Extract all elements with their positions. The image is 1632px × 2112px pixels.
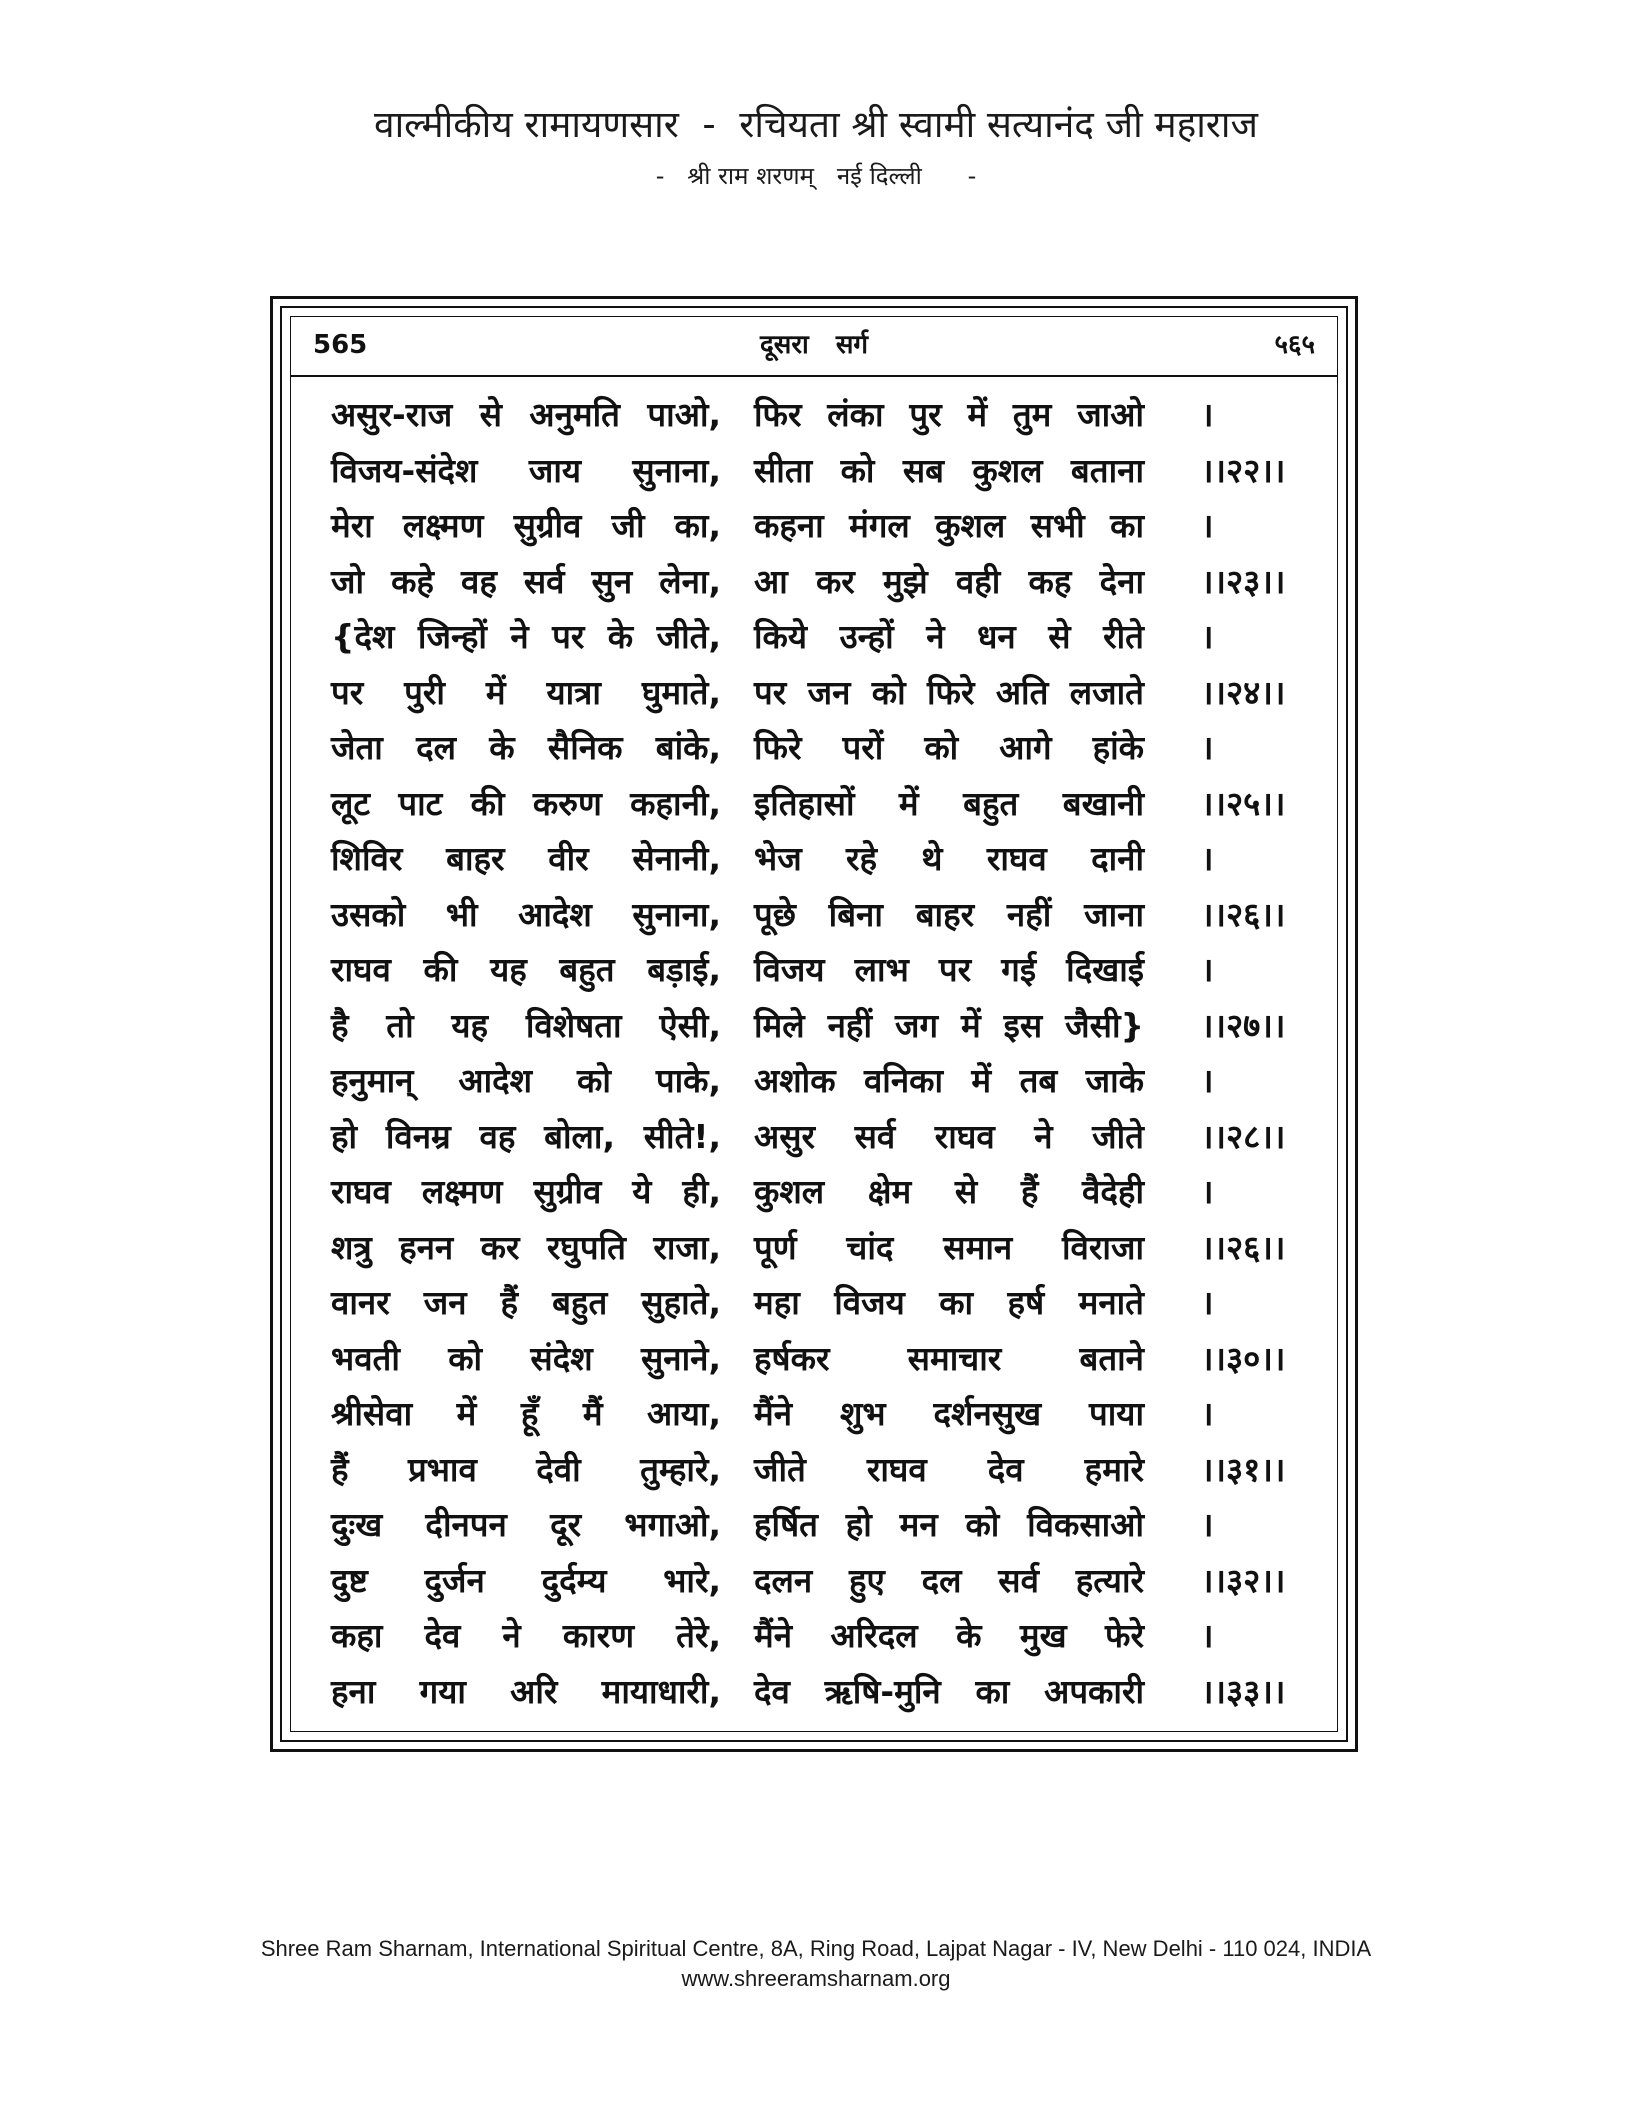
- verse-row: [291, 1053, 1337, 1109]
- verse-mark: ।।२३।।: [1201, 561, 1286, 601]
- verse-mark: ।: [1201, 617, 1214, 656]
- verse-second-half: भेज रहे थे राघव दानी: [754, 839, 1144, 878]
- footer-address: Shree Ram Sharnam, International Spiritual Centre, 8A, Ring Road, Lajpat Nagar - IV, New Delhi - 110 024, INDIA: [260, 1936, 1372, 1961]
- verse-second-half: किये उन्हों ने धन से रीते: [754, 617, 1144, 656]
- verse-mark: ।।२६।।: [1201, 1227, 1286, 1267]
- verse-second-half: हर्षित हो मन को विकसाओ: [754, 1505, 1144, 1544]
- verse-row: [291, 831, 1337, 887]
- verse-row: [291, 887, 1337, 943]
- verse-mark: ।।३०।।: [1201, 1338, 1286, 1378]
- verse-second-half: पूछे बिना बाहर नहीं जाना: [754, 894, 1144, 934]
- verse-row: [291, 1386, 1337, 1442]
- verse-mark: ।।२४।।: [1201, 672, 1286, 712]
- verse-first-half: हनुमान् आदेश को पाके,: [331, 1061, 721, 1100]
- document-title: वाल्मीकीय रामायणसार - रचियता श्री स्वामी सत्यानंद जी महाराज: [374, 103, 1258, 146]
- verse-second-half: पर जन को फिरे अति लजाते: [754, 672, 1144, 712]
- verse-mark: ।: [1201, 1616, 1214, 1655]
- page-frame-inner: [290, 316, 1338, 1732]
- verse-second-half: दलन हुए दल सर्व हत्यारे: [754, 1560, 1144, 1600]
- verse-row: [291, 1331, 1337, 1387]
- verse-row: [291, 1442, 1337, 1498]
- verse-row: [291, 1608, 1337, 1664]
- verse-second-half: सीता को सब कुशल बताना: [754, 450, 1144, 490]
- verse-second-half: पूर्ण चांद समान विराजा: [754, 1227, 1144, 1267]
- verse-row: [291, 1109, 1337, 1165]
- verse-mark: ।।२५।।: [1201, 783, 1286, 823]
- verse-first-half: हना गया अरि मायाधारी,: [331, 1671, 721, 1711]
- verse-first-half: शत्रु हनन कर रघुपति राजा,: [331, 1227, 721, 1267]
- verse-row: [291, 387, 1337, 443]
- verse-first-half: दुष्ट दुर्जन दुर्दम्य भारे,: [331, 1560, 721, 1600]
- verse-mark: ।: [1201, 950, 1214, 989]
- verse-first-half: जेता दल के सैनिक बांके,: [331, 728, 721, 767]
- verse-first-half: वानर जन हैं बहुत सुहाते,: [331, 1283, 721, 1322]
- verse-first-half: लूट पाट की करुण कहानी,: [331, 783, 721, 823]
- verse-mark: ।।२६।।: [1201, 894, 1286, 934]
- verse-row: [291, 498, 1337, 554]
- footer-website: www.shreeramsharnam.org: [681, 1966, 951, 1991]
- verse-row: [291, 998, 1337, 1054]
- verse-first-half: शिविर बाहर वीर सेनानी,: [331, 839, 721, 878]
- verse-first-half: है तो यह विशेषता ऐसी,: [331, 1005, 721, 1045]
- verse-first-half: मेरा लक्ष्मण सुग्रीव जी का,: [331, 506, 721, 545]
- verse-second-half: फिरे परों को आगे हांके: [754, 728, 1144, 767]
- verse-second-half: मैंने शुभ दर्शनसुख पाया: [754, 1394, 1144, 1433]
- verse-second-half: मिले नहीं जग में इस जैसी}: [754, 1005, 1144, 1045]
- verse-mark: ।।२२।।: [1201, 450, 1286, 490]
- verse-second-half: आ कर मुझे वही कह देना: [754, 561, 1144, 601]
- verse-first-half: {देश जिन्हों ने पर के जीते,: [331, 617, 721, 656]
- verse-first-half: पर पुरी में यात्रा घुमाते,: [331, 672, 721, 712]
- verse-row: [291, 942, 1337, 998]
- verse-row: [291, 1553, 1337, 1609]
- verse-row: [291, 554, 1337, 610]
- verse-first-half: जो कहे वह सर्व सुन लेना,: [331, 561, 721, 601]
- page-number-left: 565: [313, 330, 368, 360]
- chapter-title: दूसरा सर्ग: [759, 330, 869, 360]
- verse-second-half: कुशल क्षेम से हैं वैदेही: [754, 1172, 1144, 1211]
- verse-mark: ।: [1201, 506, 1214, 545]
- verse-mark: ।।२७।।: [1201, 1005, 1286, 1045]
- verse-first-half: श्रीसेवा में हूँ मैं आया,: [331, 1394, 721, 1433]
- verse-first-half: दुःख दीनपन दूर भगाओ,: [331, 1505, 721, 1544]
- verse-second-half: अशोक वनिका में तब जाके: [754, 1061, 1144, 1100]
- verse-mark: ।: [1201, 728, 1214, 767]
- document-header: [0, 100, 1632, 194]
- verse-row: [291, 443, 1337, 499]
- verse-row: [291, 776, 1337, 832]
- page-header-bar: [291, 317, 1337, 377]
- verse-first-half: उसको भी आदेश सुनाना,: [331, 894, 721, 934]
- verse-row: [291, 1664, 1337, 1720]
- verse-row: [291, 665, 1337, 721]
- verse-mark: ।: [1201, 1172, 1214, 1211]
- verse-first-half: राघव की यह बहुत बड़ाई,: [331, 950, 721, 989]
- verse-second-half: जीते राघव देव हमारे: [754, 1449, 1144, 1489]
- verse-first-half: हो विनम्र वह बोला, सीते!,: [331, 1116, 721, 1156]
- verse-row: [291, 720, 1337, 776]
- verse-row: [291, 1275, 1337, 1331]
- verse-mark: ।।३१।।: [1201, 1449, 1286, 1489]
- verse-list: [291, 387, 1337, 1719]
- verse-second-half: देव ऋषि-मुनि का अपकारी: [754, 1671, 1144, 1711]
- verse-first-half: असुर-राज से अनुमति पाओ,: [331, 395, 721, 434]
- verse-mark: ।।२८।।: [1201, 1116, 1286, 1156]
- verse-mark: ।: [1201, 395, 1214, 434]
- verse-mark: ।।३३।।: [1201, 1671, 1286, 1711]
- verse-second-half: हर्षकर समाचार बताने: [754, 1338, 1144, 1378]
- verse-mark: ।: [1201, 1394, 1214, 1433]
- verse-mark: ।: [1201, 1505, 1214, 1544]
- verse-second-half: विजय लाभ पर गई दिखाई: [754, 950, 1144, 989]
- verse-mark: ।: [1201, 1061, 1214, 1100]
- page-number-right: ५६५: [1274, 330, 1315, 360]
- document-footer: [0, 1934, 1632, 1994]
- verse-first-half: राघव लक्ष्मण सुग्रीव ये ही,: [331, 1172, 721, 1211]
- verse-second-half: फिर लंका पुर में तुम जाओ: [754, 395, 1144, 434]
- verse-row: [291, 1497, 1337, 1553]
- verse-second-half: असुर सर्व राघव ने जीते: [754, 1116, 1144, 1156]
- verse-second-half: कहना मंगल कुशल सभी का: [754, 506, 1144, 545]
- document-subtitle: - श्री राम शरणम् नई दिल्ली -: [655, 162, 977, 190]
- verse-second-half: मैंने अरिदल के मुख फेरे: [754, 1616, 1144, 1655]
- verse-mark: ।।३२।।: [1201, 1560, 1286, 1600]
- verse-first-half: भवती को संदेश सुनाने,: [331, 1338, 721, 1378]
- verse-row: [291, 1220, 1337, 1276]
- page-frame: [270, 296, 1358, 1752]
- verse-row: [291, 1164, 1337, 1220]
- verse-first-half: कहा देव ने कारण तेरे,: [331, 1616, 721, 1655]
- verse-mark: ।: [1201, 1283, 1214, 1322]
- page-frame-mid: [280, 306, 1348, 1742]
- verse-second-half: इतिहासों में बहुत बखानी: [754, 783, 1144, 823]
- verse-row: [291, 609, 1337, 665]
- verse-mark: ।: [1201, 839, 1214, 878]
- verse-second-half: महा विजय का हर्ष मनाते: [754, 1283, 1144, 1322]
- verse-first-half: हैं प्रभाव देवी तुम्हारे,: [331, 1449, 721, 1489]
- verse-first-half: विजय-संदेश जाय सुनाना,: [331, 450, 721, 490]
